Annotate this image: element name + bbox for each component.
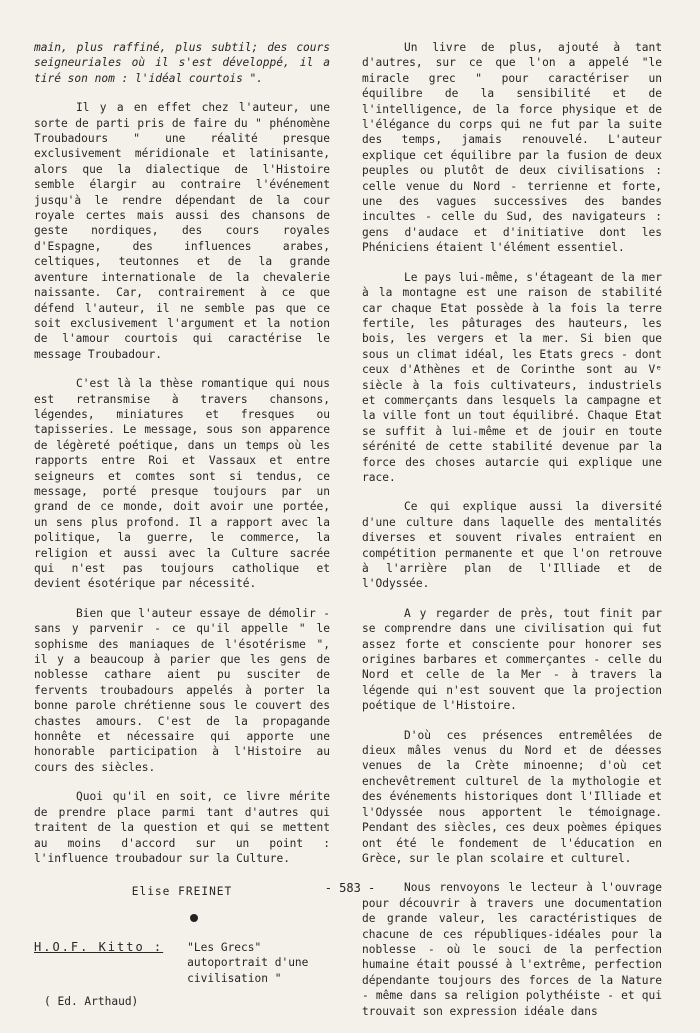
paragraph: Il y a en effet chez l'auteur, une sorte de parti pris de faire du " phénomène Troubadours " une réalité presque exclusivement méridionale et latinisante, alors que la dialectique de l'Histoire semble élargir au contraire l'événement jusqu'à le rendre dépendant de la cour royale certes mais aussi des chansons de geste nordiques, des cours royales d'Espagne, des influences arabes, celtiques, teutonnes et de la grande aventure internationale de la chevalerie naissante. Car, contrairement à ce que défend l'auteur, il ne semble pas que ce soit exclusivement l'argument et la notion de l'amour courtois qui caractérise le message Troubadour. [34, 101, 330, 361]
left-column [34, 40, 330, 1009]
author-signature: Elise FREINET [131, 885, 233, 899]
page-number: - 583 - [324, 881, 376, 895]
paragraph: Nous renvoyons le lecteur à l'ouvrage pour découvrir à travers une documentation de grande valeur, les caractéristiques de chacune de ces républiques-idéales pour la noblesse - où le souci de la perfection humaine était poussé à l'extrême, perfection dépendante toujours des forces de la Nature - même dans sa religion polythéiste - et qui trouvait son expression idéale dans [362, 881, 662, 1018]
bibliography-entry [34, 940, 330, 986]
publisher: ( Ed. Arthaud) [44, 994, 139, 1008]
paragraph: Bien que l'auteur essaye de démolir - sans y parvenir - ce qu'il appelle " le sophisme des maniaques de l'ésotérisme ", il y a beaucoup à parier que les gens de noblesse cathare aient pu susciter de fervents troubadours appelés à porter la bonne parole chrétienne sous le couvert des chastes amours. C'est de la propagande honnête et nécessaire qui apporte une honorable participation à l'Histoire au cours des siècles. [34, 606, 330, 774]
book-title: "Les Grecs" autoportrait d'une civilisation " [187, 940, 309, 985]
paragraph: Le pays lui-même, s'étageant de la mer à la montagne est une raison de stabilité car chaque Etat possède à la fois la terre fertile, les pâturages des hauteurs, les bois, les vergers et la mer. Si bien que sous un climat idéal, les Etats grecs - dont ceux d'Athènes et de Corinthe sont au Vᵉ siècle à la fois cultivateurs, industriels et commerçants dans lesquels la campagne et la ville font un tout équilibré. Chaque Etat se suffit à lui-même et de jouir en toute sérénité de cette stabilité devenue par la force des choses autarcie qui explique une race. [362, 270, 662, 484]
paragraph: Ce qui explique aussi la diversité d'une culture dans laquelle des mentalités diverses et souvent rivales entraient en compétition permanente et que l'on retrouve à l'arrière plan de l'Illiade et de l'Odyssée. [362, 500, 662, 591]
paragraph: C'est là la thèse romantique qui nous est retransmise à travers chansons, légendes, miniatures et fresques ou tapisseries. Le message, sous son apparence de légèreté poétique, dans un temps où les rapports entre Roi et Vassaux et entre seigneurs et comtes sont si tendus, ce message, porté presque toujours par un grand de ce monde, doit avoir une portée, un sens plus profond. Il a rapport avec la politique, la guerre, le commerce, la religion et aussi avec la Culture sacrée qui n'est pas toujours catholique et devient ésotérique par nécessité. [34, 377, 330, 591]
paragraph: Un livre de plus, ajouté à tant d'autres, sur ce que l'on a appelé "le miracle grec " pour caractériser un équilibre de la sensibilité et de l'intelligence, de la force physique et de l'élégance du corps qui ne fut par la suite des temps, jamais renouvelé. L'auteur explique cet équilibre par la fusion de deux peuples ou plutôt de deux civilisations : celle venue du Nord - terrienne et forte, une des vagues successives des bandes incultes - celle du Sud, des navigateurs : gens d'audace et d'initiative dont les Phéniciens étaient l'élément essentiel. [362, 41, 662, 255]
paragraph: D'où ces présences entremêlées de dieux mâles venus du Nord et de déesses venues de la Crète minoenne; d'où cet enchevêtrement culturel de la mythologie et des événements historiques dont l'Illiade et l'Odyssée nous apportent le témoignage. Pendant des siècles, ces deux poèmes épiques ont été le fondement de l'éducation en Grèce, sur le plan scolaire et culturel. [362, 728, 662, 865]
opening-paragraph: main, plus raffiné, plus subtil; des cours seigneuriales où il s'est développé, il a tiré son nom : l'idéal courtois ". [34, 41, 330, 85]
paragraph: A y regarder de près, tout finit par se comprendre dans une civilisation qui fut assez forte et consciente pour honorer ses origines barbares et commerçantes - celle du Nord et celle de la Mer - à travers la légende qui n'est souvent que la projection poétique de l'Histoire. [362, 606, 662, 713]
book-author: H.O.F. Kitto : [34, 939, 164, 954]
paragraph: Quoi qu'il en soit, ce livre mérite de prendre place parmi tant d'autres qui traitent de la question et qui se mettent au moins d'accord sur un point : l'influence troubadour sur la Culture. [34, 790, 330, 865]
